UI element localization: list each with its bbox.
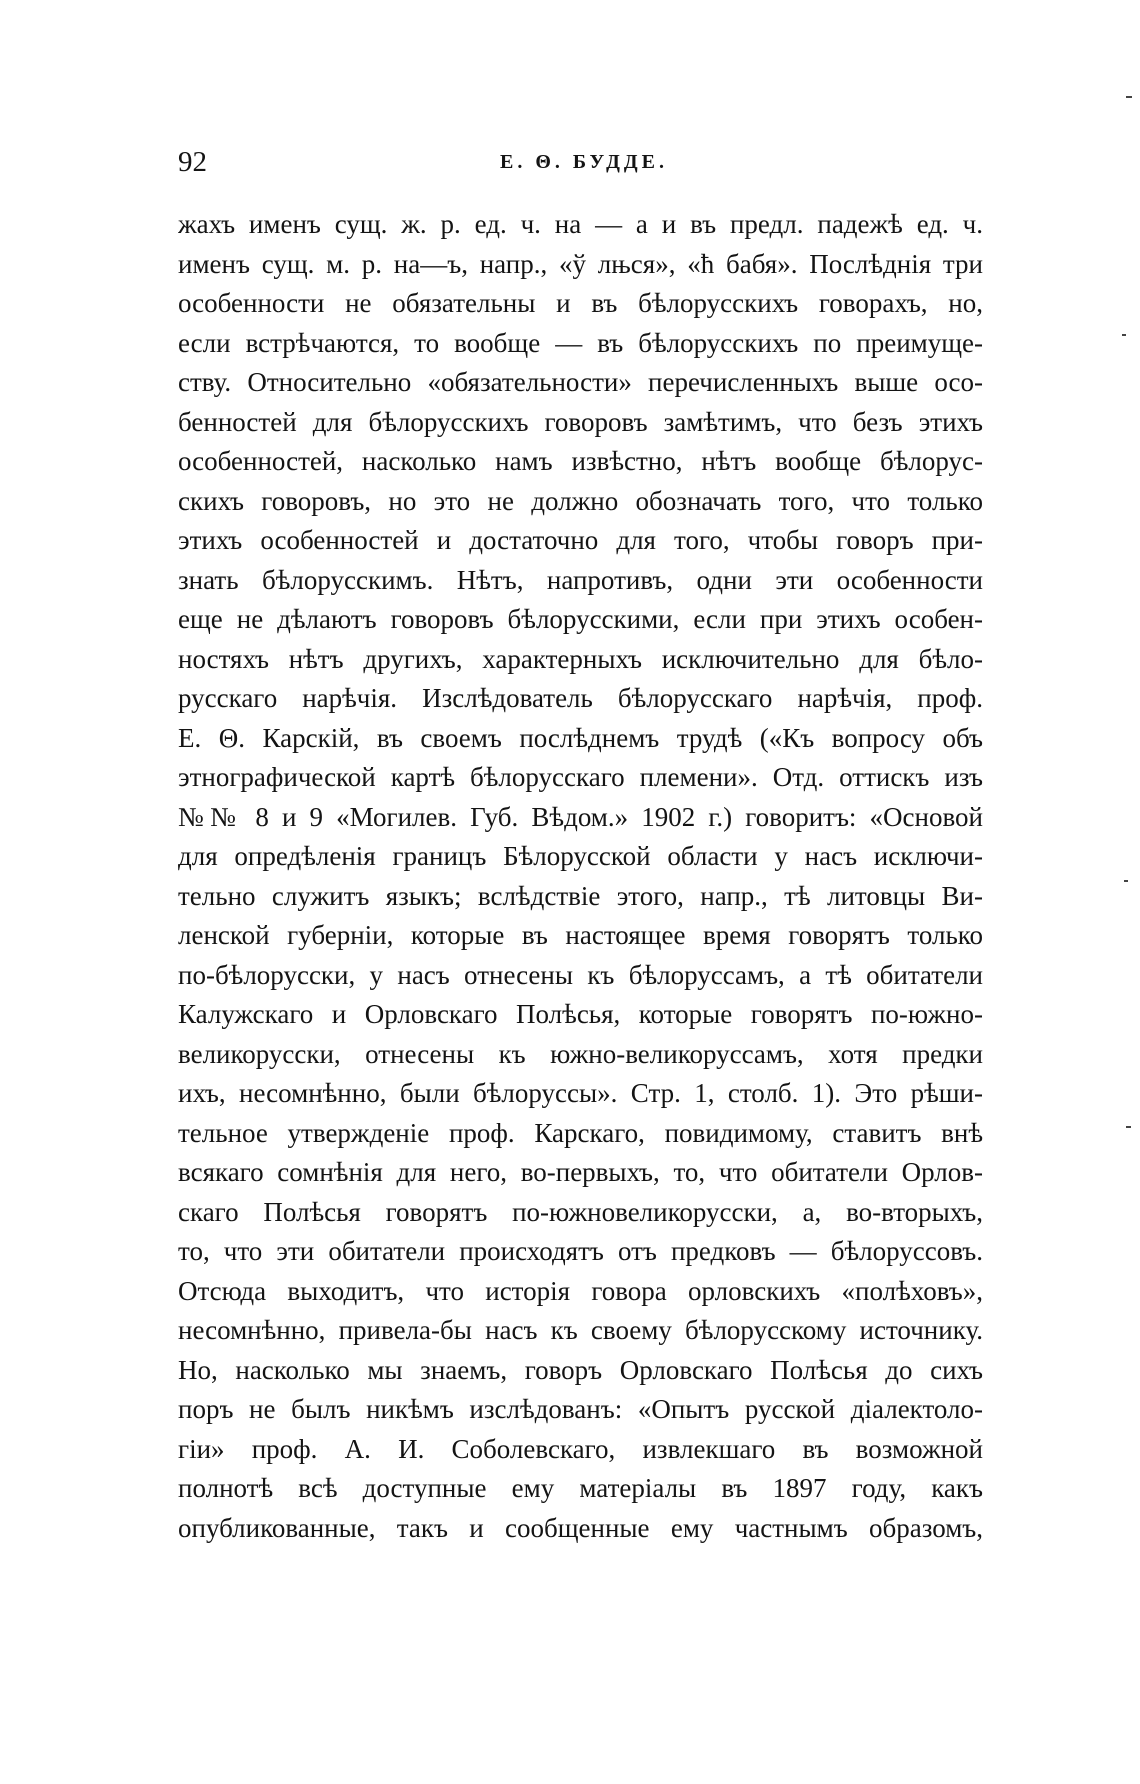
page-number: 92 <box>178 146 207 178</box>
text-line: по-бѣлорусски, у насъ отнесены къ бѣлоруссамъ, а тѣ обитатели <box>178 959 983 990</box>
text-line: полнотѣ всѣ доступные ему матеріалы въ 1897 году, какъ <box>178 1473 983 1503</box>
text-line: Но, насколько мы знаемъ, говоръ Орловскаго Полѣсья до сихъ <box>178 1354 983 1385</box>
text-line: для опредѣленія границъ Бѣлорусской области у насъ исключи- <box>178 841 983 871</box>
text-line: именъ сущ. м. р. на—ъ, напр., «ў лњся», «ћ бабя». Послѣднія три <box>178 248 983 279</box>
text-line: опубликованные, такъ и сообщенные ему частнымъ образомъ, <box>178 1512 983 1543</box>
text-line: ленской губерніи, которые въ настоящее время говорятъ только <box>178 920 983 950</box>
text-line: ству. Относительно «обязательности» перечисленныхъ выше осо- <box>178 367 983 397</box>
text-line: ностяхъ нѣтъ другихъ, характерныхъ исключительно для бѣло- <box>178 643 983 674</box>
text-line: Отсюда выходитъ, что исторія говора орловскихъ «полѣховъ», <box>178 1275 983 1306</box>
text-line: этихъ особенностей и достаточно для того, чтобы говоръ при- <box>178 525 983 555</box>
text-line: особенности не обязательны и въ бѣлорусскихъ говорахъ, но, <box>178 288 983 318</box>
text-line: великорусски, отнесены къ южно-великоруссамъ, хотя предки <box>178 1038 983 1069</box>
text-line: то, что эти обитатели происходятъ отъ предковъ — бѣлоруссовъ. <box>178 1236 983 1266</box>
text-line: скаго Полѣсья говорятъ по-южновеликорусски, а, во-вторыхъ, <box>178 1196 983 1227</box>
text-line: тельное утвержденіе проф. Карскаго, повидимому, ставитъ внѣ <box>178 1117 983 1148</box>
scan-speck <box>1126 96 1132 98</box>
text-line: особенностей, насколько намъ извѣстно, нѣтъ вообще бѣлорус- <box>178 446 983 476</box>
text-line: Е. Θ. Карскій, въ своемъ послѣднемъ трудѣ («Къ вопросу объ <box>178 722 983 753</box>
text-line: Калужскаго и Орловскаго Полѣсья, которые говорятъ по-южно- <box>178 999 983 1029</box>
text-line: всякаго сомнѣнія для него, во-первыхъ, то, что обитатели Орлов- <box>178 1157 983 1187</box>
text-line: гіи» проф. А. И. Соболевскаго, извлекшаго въ возможной <box>178 1433 983 1464</box>
scan-speck <box>1126 1126 1131 1128</box>
text-line: несомнѣнно, привела-бы насъ къ своему бѣлорусскому источнику. <box>178 1315 983 1345</box>
text-line: скихъ говоровъ, но это не должно обозначать того, что только <box>178 485 983 516</box>
text-line: если встрѣчаются, то вообще — въ бѣлорусскихъ по преимуще- <box>178 327 983 358</box>
text-line: этнографической картѣ бѣлорусскаго племени». Отд. оттискъ изъ <box>178 762 983 792</box>
running-head: Е. Θ. БУДДЕ. <box>500 151 668 173</box>
scan-speck <box>1122 334 1126 336</box>
text-line: знать бѣлорусскимъ. Нѣтъ, напротивъ, одни эти особенности <box>178 564 983 595</box>
body-text <box>178 205 983 1548</box>
text-line: ихъ, несомнѣнно, были бѣлоруссы». Стр. 1, столб. 1). Это рѣши- <box>178 1078 983 1108</box>
text-line: бенностей для бѣлорусскихъ говоровъ замѣтимъ, что безъ этихъ <box>178 406 983 437</box>
text-line: поръ не былъ никѣмъ изслѣдованъ: «Опытъ русской діалектоло- <box>178 1394 983 1424</box>
text-line: жахъ именъ сущ. ж. р. ед. ч. на — а и въ предл. падежѣ ед. ч. <box>178 209 983 239</box>
text-line: еще не дѣлаютъ говоровъ бѣлорусскими, если при этихъ особен- <box>178 604 983 634</box>
scan-speck <box>1124 880 1128 882</box>
page-header <box>178 142 990 182</box>
text-line: тельно служитъ языкъ; вслѣдствіе этого, напр., тѣ литовцы Ви- <box>178 880 983 911</box>
text-line: №№ 8 и 9 «Могилев. Губ. Вѣдом.» 1902 г.) говоритъ: «Основой <box>178 801 983 832</box>
text-line: русскаго нарѣчія. Изслѣдователь бѣлорусскаго нарѣчія, проф. <box>178 683 983 713</box>
